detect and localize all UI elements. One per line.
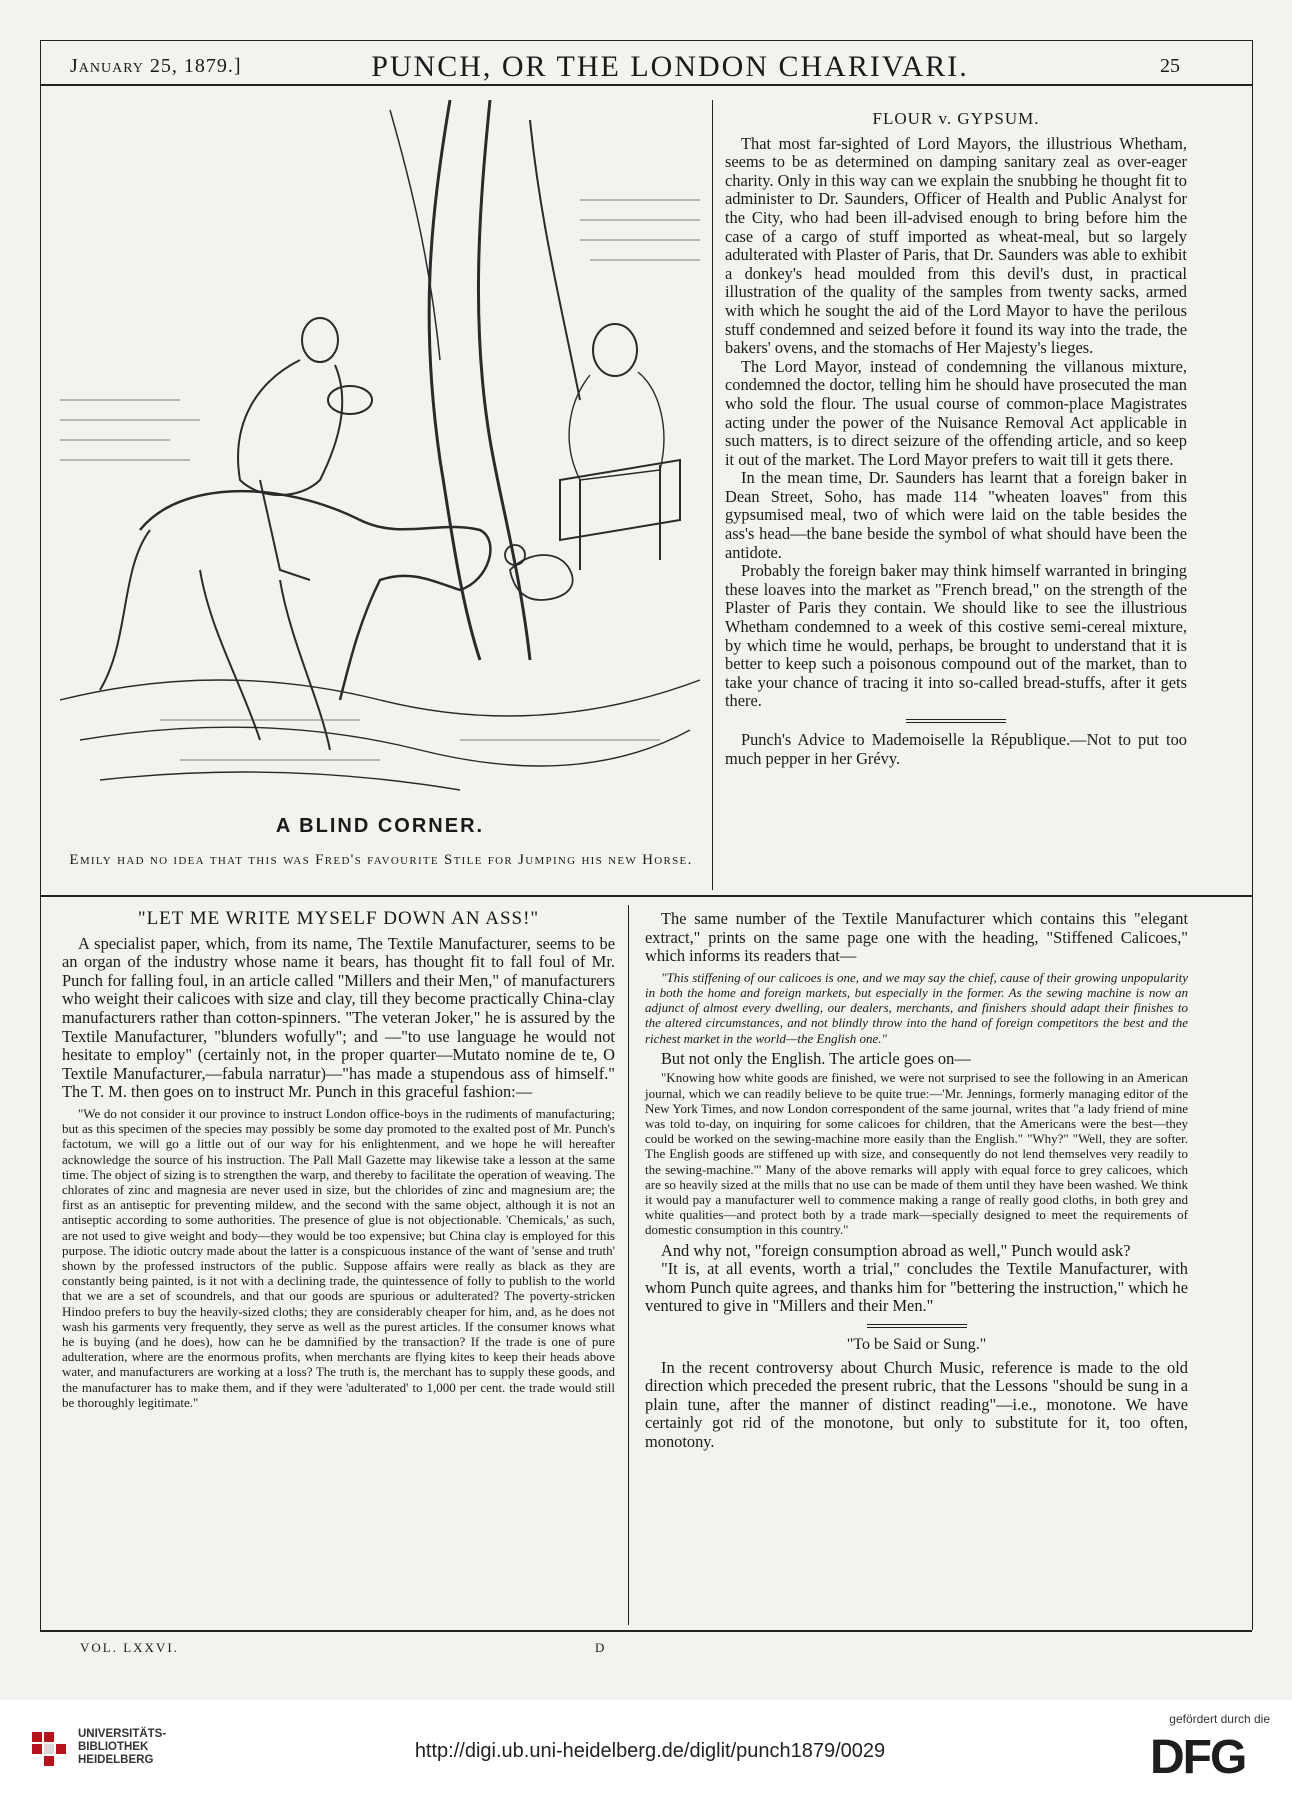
- frame-left: [40, 40, 41, 1630]
- article-title-flour: FLOUR v. GYPSUM.: [872, 109, 1040, 128]
- article-title-ass: "LET ME WRITE MYSELF DOWN AN ASS!": [137, 908, 540, 929]
- article-paragraph: The same number of the Textile Manufacturer which contains this "elegant extract," prints on the same page one with the heading, "Stiffened Calicoes," which informs its readers that—: [645, 909, 1188, 966]
- article-paragraph: In the mean time, Dr. Saunders has learnt that a foreign baker in Dean Street, Soho, has made 114 "wheaten loaves" from this gypsumised meal, two of which were laid on the table besides the ass's head—the bane beside the symbol of what should have been the antidote.: [725, 468, 1187, 562]
- column-flour-gypsum: [725, 110, 1187, 768]
- illustration-caption: Emily had no idea that this was Fred's favourite Stile for Jumping his new Horse.: [69, 852, 693, 868]
- quoted-passage: "We do not consider it our province to instruct London office-boys in the rudiments of manufacturing; but as this specimen of the species may possibly be some day promoted to the exalted post of Mr. Punch's factotum, we will go a little out of our way for his enlightenment, and we hope he will hereafter acknowledge the source of his instruction. The Pall Mall Gazette may likewise take a lesson at the same time. The object of sizing is to strengthen the warp, and thereby to facilitate the operation of weaving. The chlorates of zinc and magnesia are never used in size, but the chlorides of zinc and magnesium are; the first as an antiseptic for preventing mildew, and the second with the same object, although it is not an antiseptic according to some authorities. The presence of glue is not objectionable. 'Chemicals,' as such, are not used to give weight and body—they would be too expensive; but China clay is employed for this purpose. The idiotic outcry made about the latter is a conspicuous instance of the want of 'sense and truth' shown by the professed instructors of the public. Suppose affairs were really as black as they are constantly being painted, is it not with a declining trade, the quintessence of folly to publish to the world that we are a set of scoundrels, and that our goods are spurious or adulterated? The poverty-stricken Hindoo prefers to buy the heavily-sized cloths; they are considerably cheaper for him, and, as he does not wash his garments very frequently, they serve as well as the purest articles. If the consumer knows what he is buying (and he does), how can he be damnified by the transaction? If the trade is one of pure adulteration, where are the enormous profits, when merchants are flying kites to keep their heads above water, and manufacturers are working at a loss? The truth is, the merchant has to supply these goods, and the manufacturer has to make them, and if they were 'adulterated' to 1,000 per cent. the trade would still be thoroughly legitimate.": [62, 1105, 615, 1410]
- volume-number: VOL. LXXVI.: [80, 1640, 179, 1655]
- issue-date: January 25, 1879.]: [70, 55, 242, 77]
- funding-note: gefördert durch die: [1169, 1712, 1270, 1726]
- dfg-logo: DFG: [1150, 1731, 1246, 1784]
- section-divider: [40, 895, 1252, 897]
- column-continued: [645, 910, 1188, 1452]
- header-rule-top: [40, 40, 1252, 41]
- article-paragraph: "It is, at all events, worth a trial," concludes the Textile Manufacturer, with whom Punch quite agrees, and thanks him for "bettering the instruction," which he ventured to give in "Millers and their Men.": [645, 1259, 1188, 1316]
- column-divider-top: [712, 100, 713, 890]
- article-paragraph: The Lord Mayor, instead of condemning the villanous mixture, condemned the doctor, telling him he should have prosecuted the man who sold the flour. The usual course of common-place Magistrates acting under the power of the Nuisance Removal Act applicable in such matters, is to direct seizure of the offending article, and so keep it out of the market. The Lord Mayor prefers to wait till it gets there.: [725, 356, 1187, 469]
- article-paragraph: And why not, "foreign consumption abroad as well," Punch would ask?: [661, 1240, 1131, 1260]
- illustration-title: A BLIND CORNER.: [275, 815, 485, 837]
- article-paragraph: That most far-sighted of Lord Mayors, the illustrious Whetham, seems to be as determined on damping sanitary zeal as over-eager charity. Only in this way can we explain the snubbing he thought fit to administer to Dr. Saunders, Officer of Health and Public Analyst for the City, who had been ill-advised enough to bring before him the case of a cargo of stuff imported as wheat-meal, but so largely adulterated with Plaster of Paris, that Dr. Saunders was able to exhibit a donkey's head moulded from this devil's dust, in practical illustration of the quality of the samples from twenty sacks, armed with which he sought the aid of the Lord Mayor to have the perilous stuff condemned and seized before it found its way into the trade, the bakers' ovens, and the stomachs of Her Majesty's lieges.: [725, 133, 1187, 358]
- university-logo-icon: [30, 1730, 70, 1770]
- institution-line: BIBLIOTHEK: [78, 1741, 149, 1753]
- institution-name: [78, 1728, 166, 1767]
- ornament-rule: [906, 719, 1006, 723]
- article-paragraph: But not only the English. The article goes on—: [661, 1048, 971, 1068]
- institution-line: HEIDELBERG: [78, 1754, 154, 1766]
- article-paragraph: In the recent controversy about Church Music, reference is made to the old direction which preceded the present rubric, that the Lessons "should be sung in a plain tune, after the manner of distinct reading"—i.e., monotone. We have certainly got rid of the monotone, but only to substitute for it, too often, monotony.: [645, 1357, 1188, 1451]
- engraving-illustration: [60, 100, 700, 800]
- column-divider-bottom: [628, 905, 629, 1625]
- page-number: 25: [1160, 55, 1180, 77]
- footer-rule: [40, 1630, 1252, 1632]
- article-paragraph: A specialist paper, which, from its name, The Textile Manufacturer, seems to be an organ of the industry whose name it bears, has thought fit to fall foul of Mr. Punch for falling foul, in an article called "Millers and their Men," of manufacturers who weight their calicoes with size and clay, till they become practically China-clay manufacturers rather than cotton-spinners. "The veteran Joker," he is assured by the Textile Manufacturer, "blunders wofully"; and —"to use language he would not hesitate to employ" (certainly not, in the proper quarter—Mutato nomine de te, O Textile Manufacturer,—fabula narratur)—"has made a stupendous ass of himself." The T. M. then goes on to instruct Mr. Punch in this graceful fashion:—: [62, 933, 615, 1102]
- quoted-passage: "This stiffening of our calicoes is one, and we may say the chief, cause of their growing unpopularity in both the home and foreign markets, but especially in the former. As the sewing machine is now an adjunct of almost every dwelling, our dealers, merchants, and finishers should adapt their finishes to the altered circumstances, and not blindly throw into the hand of foreign competitors the best and the richest market in the world—the English one.": [645, 969, 1188, 1046]
- header-rule-bottom: [40, 84, 1252, 86]
- article-title-sung: "To be Said or Sung.": [846, 1336, 987, 1353]
- institution-line: UNIVERSITÄTS-: [78, 1728, 167, 1740]
- article-paragraph: Probably the foreign baker may think himself warranted in bringing these loaves into the market as "French bread," on the strength of the Plaster of Paris they contain. We should like to see the illustrious Whetham condemned to a week of this costive semi-cereal mixture, by which time he would, perhaps, be brought to understand that it is better to keep such a poisonous compound out of the market, than to take your chance of tracing it into so-called bread-stuffs, after it gets there.: [725, 561, 1187, 711]
- quoted-passage: "Knowing how white goods are finished, we were not surprised to see the following in an American journal, which we can readily believe to be quite true:—'Mr. Jennings, formerly managing editor of the New York Times, and now London correspondent of the same journal, writes that "a lady friend of mine was told to-day, on inquiring for some calicoes for children, that the Americans were the best—they could be worked on the sewing-machine more easily than the English." "Why?" "Well, they are softer. The English goods are stiffened up with size, and consequently do not lend themselves very readily to the sewing-machine."' Many of the above remarks will apply with equal force to grey calicoes, which are so heavily sized at the mills that no use can be made of them until they have been washed. We think it would pay a manufacturer well to commence making a range of really good cloths, in both grey and white qualities—and protect both by a trade mark—specially designed to meet the requirements of domestic consumption in this country.": [645, 1070, 1188, 1238]
- permalink-url[interactable]: http://digi.ub.uni-heidelberg.de/diglit/punch1879/0029: [414, 1740, 886, 1762]
- ornament-rule: [867, 1324, 967, 1328]
- column-write-myself: [62, 910, 615, 1410]
- frame-right: [1252, 40, 1253, 1630]
- signature-mark: D: [595, 1640, 605, 1655]
- advice-paragraph: Punch's Advice to Mademoiselle la République.—Not to put too much pepper in her Grévy.: [725, 730, 1187, 768]
- masthead-title: PUNCH, OR THE LONDON CHARIVARI.: [371, 50, 969, 83]
